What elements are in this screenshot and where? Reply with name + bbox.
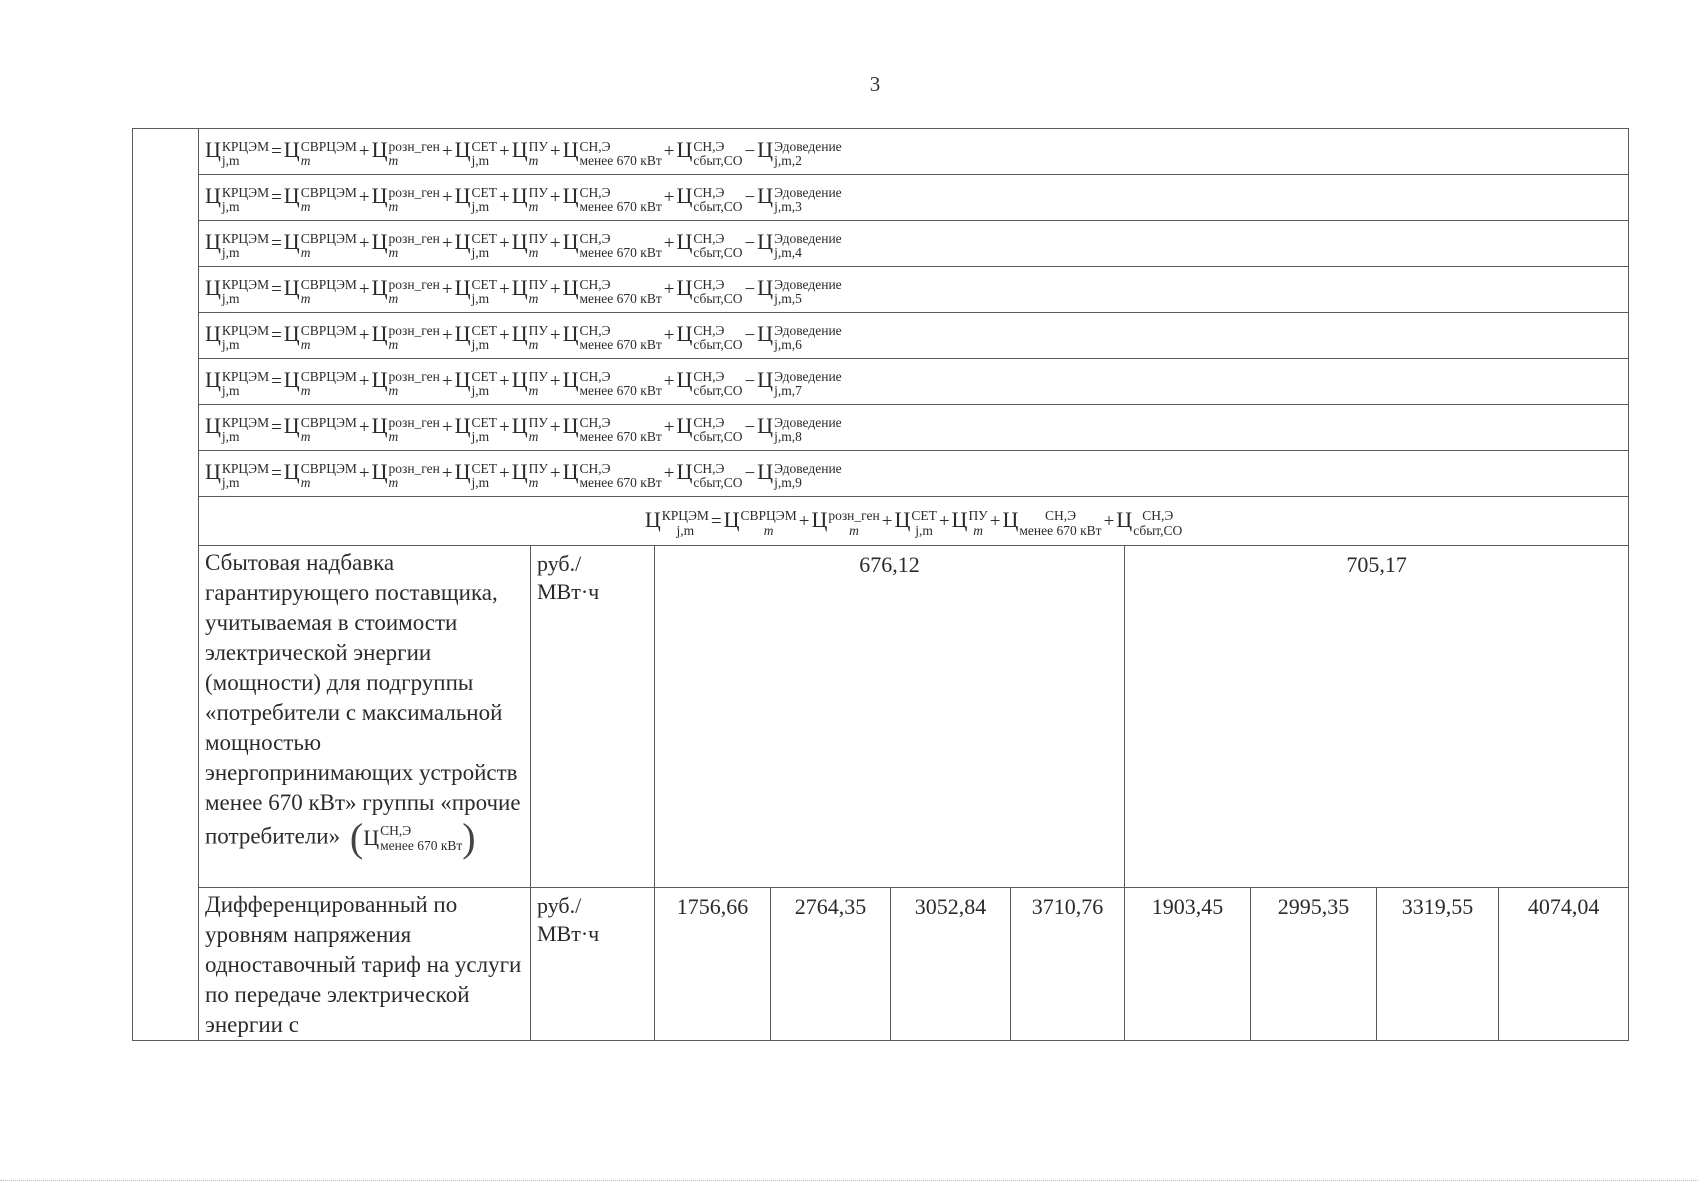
formula-row: [133, 267, 1629, 313]
formula-variant: Ц КРЦЭМ j,m =Ц СВРЦЭМ m +Ц розн_ген m +Ц СЕТ j,m +Ц ПУ m +Ц СН,Э менее 670 кВт +Ц СН,Э сбыт,СО −Ц Эдоведение j,m,9: [205, 459, 842, 491]
formula-row-base: [133, 497, 1629, 546]
row-transmission-tariff: [133, 888, 1629, 1041]
formula-cell: [199, 313, 1629, 359]
page-number: 3: [869, 72, 881, 96]
sales-markup-description: Сбытовая надбавка гарантирующего поставщика, учитываемая в стоимости электрической энергии (мощности) для подгруппы «потребители с максимальной мощностью энергопринимающих устройств менее 670 кВт» группы «прочие потребители» ( Ц СН,Э менее 670 кВт ): [199, 546, 531, 888]
tariff-value: 1756,66: [655, 888, 771, 1041]
sales-markup-unit: руб./ МВт·ч: [531, 546, 655, 888]
formula-row: [133, 405, 1629, 451]
formula-variant: Ц КРЦЭМ j,m =Ц СВРЦЭМ m +Ц розн_ген m +Ц СЕТ j,m +Ц ПУ m +Ц СН,Э менее 670 кВт +Ц СН,Э сбыт,СО −Ц Эдоведение j,m,4: [205, 229, 842, 261]
formula-row: [133, 175, 1629, 221]
formula-variant: Ц КРЦЭМ j,m =Ц СВРЦЭМ m +Ц розн_ген m +Ц СЕТ j,m +Ц ПУ m +Ц СН,Э менее 670 кВт +Ц СН,Э сбыт,СО −Ц Эдоведение j,m,8: [205, 413, 842, 445]
formula-variant: Ц КРЦЭМ j,m =Ц СВРЦЭМ m +Ц розн_ген m +Ц СЕТ j,m +Ц ПУ m +Ц СН,Э менее 670 кВт +Ц СН,Э сбыт,СО −Ц Эдоведение j,m,7: [205, 367, 842, 399]
row-sales-markup: [133, 546, 1629, 888]
sales-markup-value-1: 676,12: [655, 546, 1125, 888]
formula-row: [133, 129, 1629, 175]
tariff-table: [132, 128, 1629, 1041]
formula-base: Ц КРЦЭМ j,m =Ц СВРЦЭМ m +Ц розн_ген m +Ц СЕТ j,m +Ц ПУ m +Ц СН,Э менее 670 кВт +Ц СН,Э сбыт,СО: [644, 506, 1183, 538]
formula-variant: Ц КРЦЭМ j,m =Ц СВРЦЭМ m +Ц розн_ген m +Ц СЕТ j,m +Ц ПУ m +Ц СН,Э менее 670 кВт +Ц СН,Э сбыт,СО −Ц Эдоведение j,m,6: [205, 321, 842, 353]
transmission-tariff-unit: руб./ МВт·ч: [531, 888, 655, 1041]
formula-row: [133, 221, 1629, 267]
formula-variant: Ц КРЦЭМ j,m =Ц СВРЦЭМ m +Ц розн_ген m +Ц СЕТ j,m +Ц ПУ m +Ц СН,Э менее 670 кВт +Ц СН,Э сбыт,СО −Ц Эдоведение j,m,5: [205, 275, 842, 307]
formula-row: [133, 451, 1629, 497]
formula-variant: Ц КРЦЭМ j,m =Ц СВРЦЭМ m +Ц розн_ген m +Ц СЕТ j,m +Ц ПУ m +Ц СН,Э менее 670 кВт +Ц СН,Э сбыт,СО −Ц Эдоведение j,m,3: [205, 183, 842, 215]
sales-markup-symbol: ( Ц СН,Э менее 670 кВт ): [349, 815, 476, 860]
formula-cell: [199, 175, 1629, 221]
formula-cell: [199, 451, 1629, 497]
formula-cell: [199, 497, 1629, 546]
formula-variant: Ц КРЦЭМ j,m =Ц СВРЦЭМ m +Ц розн_ген m +Ц СЕТ j,m +Ц ПУ m +Ц СН,Э менее 670 кВт +Ц СН,Э сбыт,СО −Ц Эдоведение j,m,2: [205, 137, 842, 169]
formula-cell: [199, 129, 1629, 175]
formula-row: [133, 359, 1629, 405]
scan-edge: [0, 1180, 1698, 1184]
formula-row: [133, 313, 1629, 359]
left-margin-column: [133, 129, 199, 1041]
tariff-value: 3319,55: [1377, 888, 1499, 1041]
tariff-value: 2764,35: [771, 888, 891, 1041]
table-body: [133, 129, 1629, 1041]
tariff-value: 2995,35: [1251, 888, 1377, 1041]
formula-cell: [199, 267, 1629, 313]
tariff-value: 1903,45: [1125, 888, 1251, 1041]
sales-markup-value-2: 705,17: [1125, 546, 1629, 888]
tariff-value: 4074,04: [1499, 888, 1629, 1041]
tariff-value: 3710,76: [1011, 888, 1125, 1041]
tariff-value: 3052,84: [891, 888, 1011, 1041]
formula-cell: [199, 221, 1629, 267]
transmission-tariff-description: Дифференцированный по уровням напряжения одноставочный тариф на услуги по передаче электрической энергии с: [199, 888, 531, 1041]
formula-cell: [199, 359, 1629, 405]
formula-cell: [199, 405, 1629, 451]
